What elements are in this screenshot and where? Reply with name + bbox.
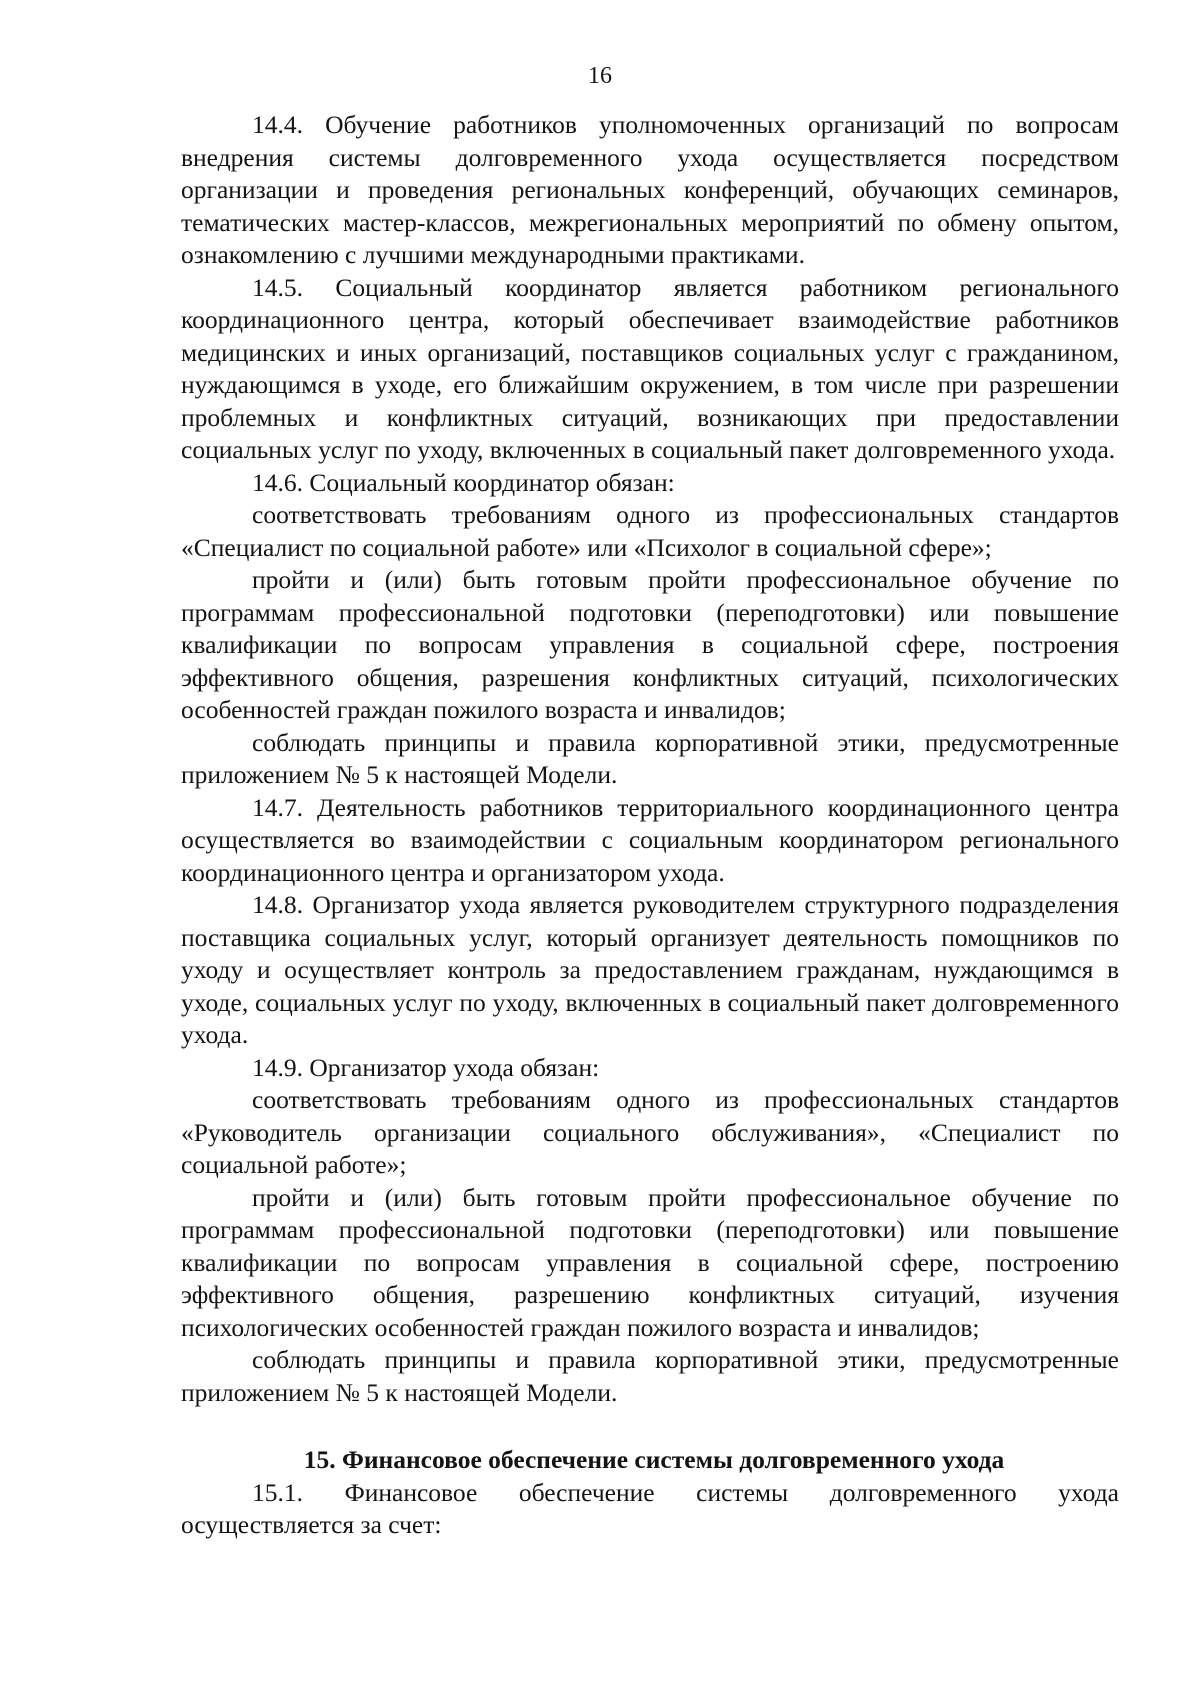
- section-15-heading: 15. Финансовое обеспечение системы долговременного ухода: [303, 1445, 1005, 1474]
- paragraph-15-1: 15.1. Финансовое обеспечение системы долговременного ухода осуществляется за счет:: [181, 1477, 1119, 1539]
- paragraph-14-6-item-1: соответствовать требованиям одного из профессиональных стандартов «Специалист по социальной работе» или «Психолог в социальной сфере»;: [181, 500, 1119, 562]
- paragraph-14-5: 14.5. Социальный координатор является работником регионального координационного центра, который обеспечивает взаимодействие работников медицинских и иных организаций, поставщиков социальных услуг с гражданином, нуждающимся в уходе, его ближайшим окружением, в том числе при разрешении проблемных и конфликтных ситуаций, возникающих при предоставлении социальных услуг по уходу, включенных в социальный пакет долговременного ухода.: [181, 272, 1119, 464]
- paragraph-14-9-item-3: соблюдать принципы и правила корпоративной этики, предусмотренные приложением № 5 к настоящей Модели.: [181, 1345, 1119, 1407]
- document-body: [181, 109, 1119, 1542]
- paragraph-14-7: 14.7. Деятельность работников территориального координационного центра осуществляется во взаимодействии с социальным координатором регионального координационного центра и организатором ухода.: [181, 792, 1119, 887]
- paragraph-14-6-item-3: соблюдать принципы и правила корпоративной этики, предусмотренные приложением № 5 к настоящей Модели.: [181, 727, 1119, 789]
- paragraph-14-8: 14.8. Организатор ухода является руководителем структурного подразделения поставщика социальных услуг, который организует деятельность помощников по уходу и осуществляет контроль за предоставлением гражданам, нуждающимся в уходе, социальных услуг по уходу, включенных в социальный пакет долговременного ухода.: [181, 890, 1119, 1049]
- paragraph-14-4: 14.4. Обучение работников уполномоченных организаций по вопросам внедрения системы долговременного ухода осуществляется посредством организации и проведения региональных конференций, обучающих семинаров, тематических мастер-классов, межрегиональных мероприятий по обмену опытом, ознакомлению с лучшими международными практиками.: [181, 110, 1119, 269]
- paragraph-14-9: 14.9. Организатор ухода обязан:: [252, 1052, 600, 1082]
- page-number: 16: [588, 63, 612, 89]
- paragraph-14-9-item-2: пройти и (или) быть готовым пройти профессиональное обучение по программам профессиональной подготовки (переподготовки) или повышение квалификации по вопросам управления в социальной сфере, построению эффективного общения, разрешению конфликтных ситуаций, изучения психологических особенностей граждан пожилого возраста и инвалидов;: [181, 1182, 1119, 1342]
- paragraph-14-9-item-1: соответствовать требованиям одного из профессиональных стандартов «Руководитель организации социального обслуживания», «Специалист по социальной работе»;: [181, 1085, 1119, 1179]
- paragraph-14-6: 14.6. Социальный координатор обязан:: [252, 467, 675, 497]
- paragraph-14-6-item-2: пройти и (или) быть готовым пройти профессиональное обучение по программам профессиональной подготовки (переподготовки) или повышение квалификации по вопросам управления в социальной сфере, построения эффективного общения, разрешения конфликтных ситуаций, психологических особенностей граждан пожилого возраста и инвалидов;: [181, 565, 1119, 724]
